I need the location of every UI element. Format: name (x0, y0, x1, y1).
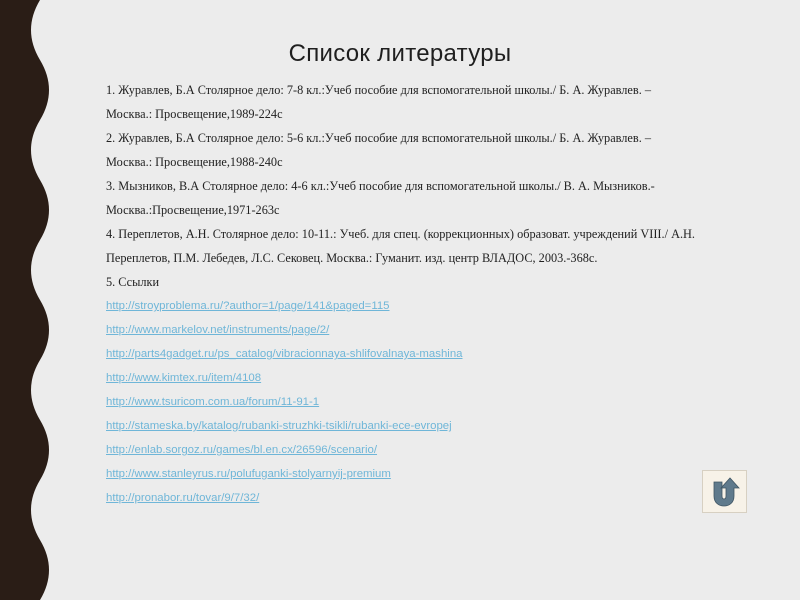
reference-line: 4. Переплетов, А.Н. Столярное дело: 10-11.: Учеб. для спец. (коррекционных) образоват. учреждений VIII./ А.Н. (106, 227, 696, 241)
reference-link[interactable]: http://parts4gadget.ru/ps_catalog/vibracionnaya-shlifovalnaya-mashina (106, 348, 463, 360)
links-heading: 5. Ссылки (106, 275, 160, 289)
reference-line: Переплетов, П.М. Лебедев, Л.С. Сековец. Москва.: Гуманит. изд. центр ВЛАДОС, 2003.-368с. (106, 251, 598, 265)
slide-title: Список литературы (288, 40, 512, 67)
reference-link[interactable]: http://stroyproblema.ru/?author=1/page/141&paged=115 (106, 300, 390, 312)
back-button[interactable] (702, 470, 747, 513)
reference-link[interactable]: http://www.tsuricom.com.ua/forum/11-91-1 (106, 396, 320, 408)
reference-link[interactable]: http://enlab.sorgoz.ru/games/bl.en.cx/26596/scenario/ (106, 444, 378, 456)
reference-link[interactable]: http://stameska.by/katalog/rubanki-struzhki-tsikli/rubanki-ece-evropej (106, 420, 452, 432)
reference-line: Москва.:Просвещение,1971-263с (106, 203, 280, 217)
reference-line: 2. Журавлев, Б.А Столярное дело: 5-6 кл.:Учеб пособие для вспомогательной школы./ Б. А. Журавлев. – (106, 131, 651, 145)
reference-link[interactable]: http://www.markelov.net/instruments/page/2/ (106, 324, 330, 336)
reference-line: 1. Журавлев, Б.А Столярное дело: 7-8 кл.:Учеб пособие для вспомогательной школы./ Б. А. Журавлев. – (106, 83, 651, 97)
reference-item (106, 78, 756, 126)
decorative-wavy-band (0, 0, 90, 600)
bibliography-list (106, 78, 756, 510)
reference-item (106, 174, 756, 222)
reference-link[interactable]: http://pronabor.ru/tovar/9/7/32/ (106, 492, 260, 504)
reference-line: Москва.: Просвещение,1989-224с (106, 107, 283, 121)
reference-item (106, 222, 756, 270)
reference-line: 3. Мызников, В.А Столярное дело: 4-6 кл.:Учеб пособие для вспомогательной школы./ В. А. Мызников.- (106, 179, 655, 193)
return-arrow-icon (709, 476, 741, 508)
reference-item (106, 126, 756, 174)
reference-line: Москва.: Просвещение,1988-240с (106, 155, 283, 169)
reference-link[interactable]: http://www.stanleyrus.ru/polufuganki-stolyarnyij-premium (106, 468, 391, 480)
reference-link[interactable]: http://www.kimtex.ru/item/4108 (106, 372, 262, 384)
